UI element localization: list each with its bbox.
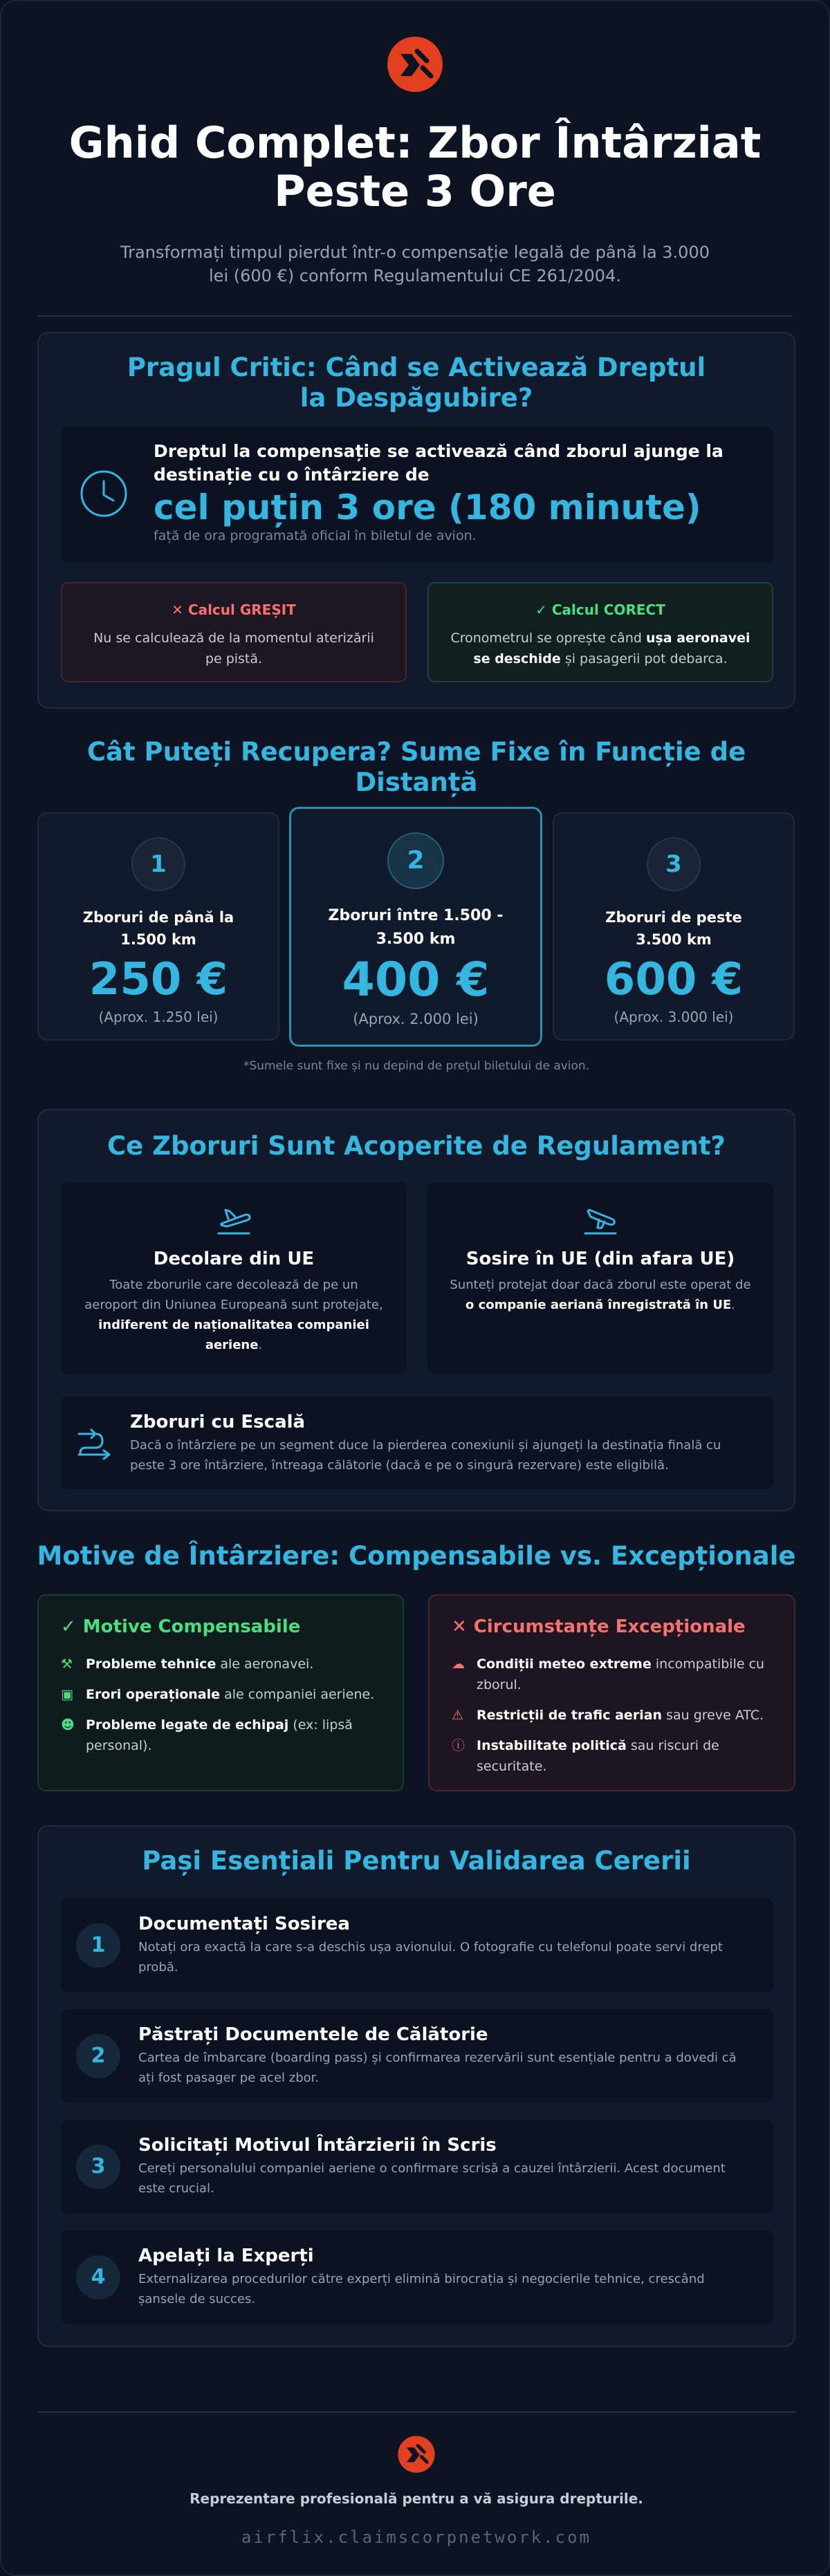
step-item [61, 2120, 773, 2214]
tier-amount: 400 € [342, 953, 490, 1007]
step-number: 1 [76, 1923, 120, 1968]
takeoff-icon [213, 1199, 255, 1240]
step-text: Cereți personalului companiei aeriene o confirmare scrisă a cauzei întârzierii. Acest document este crucial. [138, 2161, 726, 2196]
right-calc-title: Calcul CORECT [551, 601, 665, 618]
departure-text-end: . [258, 1338, 263, 1352]
tier-amount: 250 € [89, 954, 228, 1005]
logo-icon [384, 33, 446, 95]
reason-rest: ale aeronavei. [216, 1656, 314, 1672]
threshold-box [61, 427, 773, 562]
wrong-calc-title: Calcul GREȘIT [187, 601, 296, 618]
reason-bold: Erori operaționale [86, 1687, 221, 1702]
departure-text-bold: indiferent de naționalitatea companiei aeriene [98, 1318, 369, 1352]
reason-bold: Restricții de trafic aerian [477, 1708, 663, 1723]
step-text: Notați ora exactă la care s-a deschis ușa avionului. O fotografie cu telefonul poate servi drept probă. [138, 1940, 723, 1975]
tier-label: Zboruri de peste 3.500 km [605, 909, 742, 948]
arrival-title: Sosire în UE (din afara UE) [465, 1249, 735, 1269]
reason-bold: Instabilitate politică [477, 1738, 627, 1753]
step-text: Cartea de îmbarcare (boarding pass) și confirmarea rezervării sunt esențiale pentru a dovedi că ați fost pasager pe acel zbor. [138, 2051, 737, 2085]
threshold-heading: Pragul Critic: Când se Activează Dreptul la Despăgubire? [127, 353, 706, 413]
reason-item [61, 1654, 386, 1674]
check-icon: ✓ [61, 1616, 76, 1637]
threshold-note: față de ora programată oficial în biletul de avion. [154, 528, 477, 543]
tier-card [553, 812, 795, 1040]
right-calc-box [427, 582, 773, 682]
x-icon: ✕ [172, 601, 183, 618]
page-title [57, 119, 773, 216]
reason-bold: Probleme legate de echipaj [86, 1717, 289, 1733]
arrival-box [427, 1182, 773, 1374]
right-calc-text [450, 628, 751, 669]
tier-approx: (Aprox. 2.000 lei) [353, 1011, 479, 1027]
route-icon [75, 1421, 116, 1463]
threshold-intro: Dreptul la compensație se activează când zborul ajunge la destinație cu o întârziere de [154, 441, 723, 485]
footer-url[interactable]: airflix.claimscorpnetwork.com [241, 2528, 592, 2547]
right-calc-text-bold: ușa aeronavei se deschide [473, 631, 750, 666]
step-title: Documentați Sosirea [138, 1914, 350, 1934]
wrong-calc-box [61, 582, 407, 682]
arrival-text [448, 1275, 753, 1315]
info-icon: ⓘ [452, 1738, 465, 1753]
steps-section [37, 1825, 795, 2347]
page-subtitle: Transformați timpul pierdut într-o compensație legală de până la 3.000 lei (600 €) conform Regulamentului CE 261/2004. [120, 243, 710, 286]
step-text: Externalizarea procedurilor către experți elimină birocrația și negocierile tehnice, crescând șansele de succes. [138, 2272, 705, 2306]
clock-icon [76, 466, 131, 521]
step-title: Apelați la Experți [138, 2246, 314, 2266]
reason-rest: sau greve ATC. [662, 1708, 764, 1723]
departure-text [82, 1275, 386, 1355]
reason-rest: ale companiei aeriene. [220, 1687, 375, 1702]
right-calc-text-b: și pasagerii pot debarca. [560, 651, 728, 666]
tier-label: Zboruri de până la 1.500 km [82, 909, 234, 948]
step-item [61, 2009, 773, 2103]
arrival-text-end: . [731, 1298, 736, 1312]
x-icon: ✕ [452, 1616, 467, 1637]
footer-logo-icon [396, 2434, 437, 2475]
step-item [61, 1898, 773, 1992]
layover-box [61, 1397, 773, 1489]
reason-item [61, 1684, 386, 1705]
departure-title: Decolare din UE [153, 1249, 315, 1269]
reason-bold: Probleme tehnice [86, 1656, 216, 1672]
threshold-highlight: cel puțin 3 ore (180 minute) [154, 487, 701, 528]
reason-item [452, 1735, 777, 1777]
reason-rest: (ex: lipsă personal). [86, 1717, 353, 1753]
divider [37, 315, 793, 317]
reason-bold: Condiții meteo extreme [477, 1656, 652, 1672]
tier-amount: 600 € [604, 954, 744, 1005]
footer-tagline: Reprezentare profesională pentru a vă asigura drepturile. [190, 2490, 643, 2507]
step-item [61, 2230, 773, 2324]
clipboard-icon: ▣ [61, 1687, 73, 1702]
compensable-title: Motive Compensabile [82, 1616, 301, 1637]
tier-card [37, 812, 279, 1040]
tier-approx: (Aprox. 3.000 lei) [614, 1009, 734, 1025]
warning-icon: ⚠ [452, 1708, 464, 1723]
storm-cloud-icon: ☁ [452, 1656, 465, 1672]
reason-item [452, 1654, 777, 1695]
arrival-text-a: Sunteți protejat doar dacă zborul este operat de [450, 1278, 751, 1292]
wrench-icon: ⚒ [61, 1656, 73, 1672]
exceptional-title: Circumstanțe Excepționale [473, 1616, 746, 1637]
coverage-heading: Ce Zboruri Sunt Acoperite de Regulament? [107, 1131, 726, 1161]
tier-number: 2 [387, 832, 444, 889]
compensable-box [37, 1594, 404, 1791]
step-number: 3 [76, 2145, 120, 2189]
title-line-2: Peste 3 Ore [274, 166, 556, 216]
departure-text-a: Toate zborurile care decolează de pe un aeroport din Uniunea Europeană sunt protejate, [84, 1278, 383, 1312]
title-line-1: Ghid Complet: Zbor Întârziat [68, 118, 762, 168]
amounts-heading: Cât Puteți Recupera? Sume Fixe în Funcție de Distanță [86, 737, 746, 797]
tier-approx: (Aprox. 1.250 lei) [98, 1009, 219, 1025]
reason-item [61, 1715, 386, 1756]
steps-heading: Pași Esențiali Pentru Validarea Cererii [142, 1846, 691, 1876]
tier-card-featured [289, 807, 542, 1047]
layover-text: Dacă o întârziere pe un segment duce la pierderea conexiunii și ajungeți la destinația finală cu peste 3 ore întârziere, întreaga călătorie (dacă e pe o singură rezervare) este eligibilă. [130, 1438, 721, 1473]
step-title: Solicitați Motivul Întârzierii în Scris [138, 2135, 497, 2156]
tier-number: 3 [647, 837, 701, 891]
wrong-calc-text: Nu se calculează de la momentul aterizării pe pistă. [93, 631, 374, 666]
tier-label: Zboruri între 1.500 - 3.500 km [328, 907, 504, 948]
step-number: 4 [76, 2255, 120, 2299]
footer-divider [37, 2411, 795, 2413]
reasons-heading: Motive de Întârziere: Compensabile vs. Excepționale [37, 1541, 796, 1571]
reason-rest: incompatibile cu zborul. [477, 1656, 765, 1692]
step-number: 2 [76, 2034, 120, 2078]
exceptional-box [428, 1594, 795, 1791]
users-icon: ☻ [61, 1717, 75, 1733]
layover-title: Zboruri cu Escală [130, 1412, 306, 1432]
arrival-text-bold: o companie aeriană înregistrată în UE [465, 1298, 732, 1312]
landing-icon [580, 1199, 621, 1240]
tier-number: 1 [131, 837, 185, 891]
coverage-section [37, 1109, 795, 1511]
check-icon: ✓ [535, 601, 547, 618]
right-calc-text-a: Cronometrul se oprește când [450, 631, 646, 646]
reason-rest: sau riscuri de securitate. [477, 1738, 719, 1774]
reason-item [452, 1705, 777, 1726]
step-title: Păstrați Documentele de Călătorie [138, 2024, 488, 2045]
amounts-footnote: *Sumele sunt fixe și nu depind de prețul biletului de avion. [243, 1059, 590, 1073]
threshold-section [37, 332, 795, 709]
departure-box [61, 1182, 407, 1374]
